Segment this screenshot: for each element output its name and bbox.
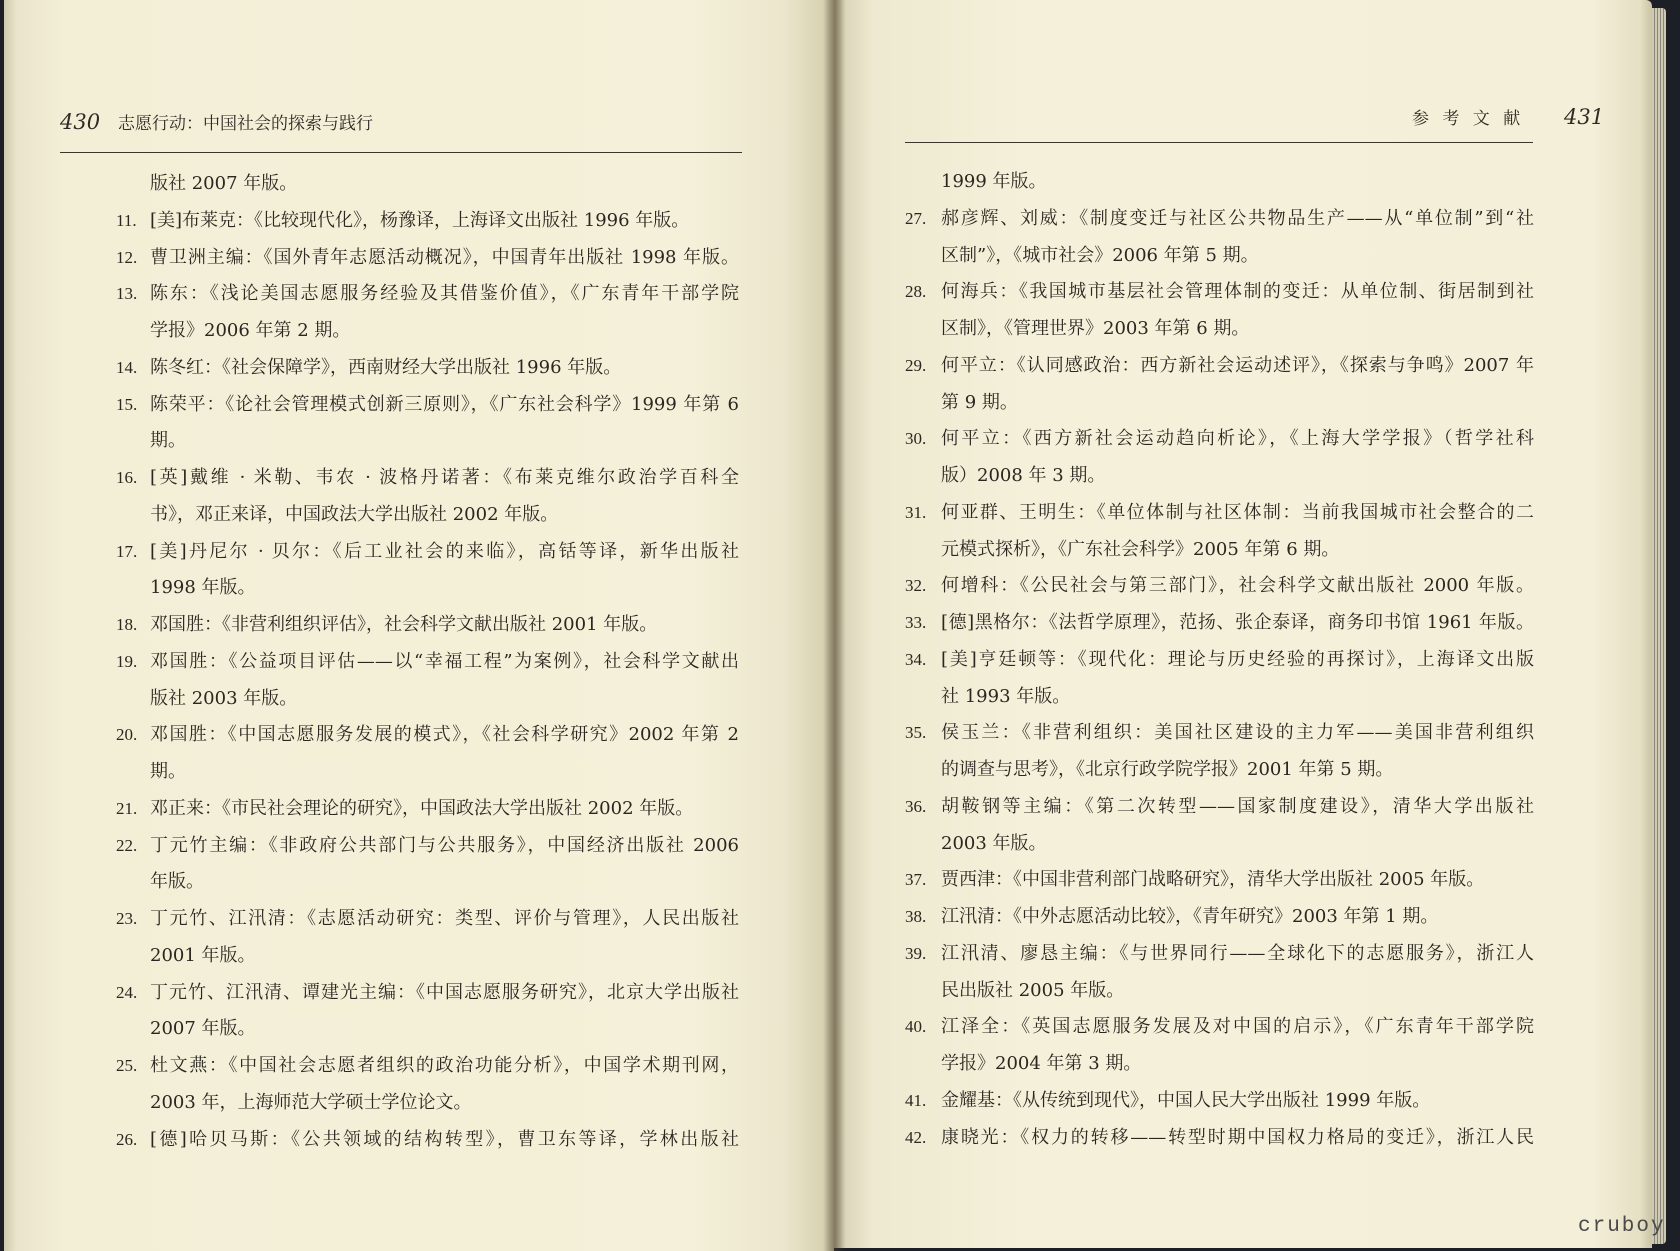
reference-entry xyxy=(116,717,739,791)
right-header-rule xyxy=(905,142,1533,143)
reference-entry xyxy=(116,607,739,644)
reference-line: 何平立：《西方新社会运动趋向析论》，《上海大学学报》（哲学社科 xyxy=(941,428,1534,450)
reference-line: 杜文燕：《中国社会志愿者组织的政治功能分析》，中国学术期刊网， xyxy=(150,1055,739,1076)
reference-line: 年版。 xyxy=(150,871,204,893)
reference-line: 2007 年版。 xyxy=(150,1018,256,1040)
reference-line: 陈冬红：《社会保障学》，西南财经大学出版社 1996 年版。 xyxy=(150,356,622,378)
continued-line: 版社 2007 年版。 xyxy=(150,173,298,194)
reference-line: 陈东：《浅论美国志愿服务经验及其借鉴价值》，《广东青年干部学院 xyxy=(150,283,739,305)
reference-line: 版）2008 年 3 期。 xyxy=(941,465,1106,486)
reference-entry xyxy=(905,1009,1534,1083)
reference-line: 区制”》，《城市社会》2006 年第 5 期。 xyxy=(941,244,1259,266)
reference-entry xyxy=(116,901,739,975)
reference-line: 学报》2006 年第 2 期。 xyxy=(150,320,351,341)
reference-number: 42. xyxy=(905,1127,927,1147)
page-edges xyxy=(1652,8,1666,1244)
reference-entry xyxy=(905,495,1534,569)
right-reference-list xyxy=(905,164,1534,1156)
reference-line: 江泽全：《英国志愿服务发展及对中国的启示》，《广东青年干部学院 xyxy=(941,1016,1534,1038)
reference-number: 11. xyxy=(116,210,137,230)
reference-line: 何平立：《认同感政治：西方新社会运动述评》，《探索与争鸣》2007 年 xyxy=(941,354,1534,376)
reference-line: 元模式探析》，《广东社会科学》2005 年第 6 期。 xyxy=(941,538,1340,560)
reference-line: 金耀基：《从传统到现代》，中国人民大学出版社 1999 年版。 xyxy=(941,1089,1431,1111)
reference-entry xyxy=(905,715,1534,789)
reference-entry xyxy=(905,568,1534,605)
reference-number: 24. xyxy=(116,982,138,1002)
reference-line: 江汛清：《中外志愿活动比较》，《青年研究》2003 年第 1 期。 xyxy=(941,906,1439,927)
reference-number: 12. xyxy=(116,247,138,267)
continued-line: 1999 年版。 xyxy=(941,171,1047,192)
reference-line: 邓国胜：《非营利组织评估》，社会科学文献出版社 2001 年版。 xyxy=(150,614,658,635)
reference-entry xyxy=(905,642,1534,716)
reference-number: 14. xyxy=(116,357,138,377)
reference-line: 胡鞍钢等主编：《第二次转型——国家制度建设》，清华大学出版社 xyxy=(941,795,1534,817)
reference-number: 38. xyxy=(905,907,927,926)
reference-number: 31. xyxy=(905,502,927,522)
reference-entry xyxy=(116,1122,739,1159)
reference-line: 期。 xyxy=(150,430,186,452)
reference-number: 20. xyxy=(116,725,138,745)
reference-number: 15. xyxy=(116,394,138,414)
reference-number: 17. xyxy=(116,541,138,561)
reference-entry xyxy=(905,936,1534,1010)
reference-entry xyxy=(905,1120,1534,1157)
reference-number: 36. xyxy=(905,796,927,816)
left-reference-list xyxy=(116,166,739,1158)
reference-number: 18. xyxy=(116,615,138,634)
reference-line: 江汛清、廖恳主编：《与世界同行——全球化下的志愿服务》，浙江人 xyxy=(941,942,1534,964)
reference-entry xyxy=(116,1048,739,1122)
reference-number: 27. xyxy=(905,208,927,228)
left-running-head: 志愿行动：中国社会的探索与践行 xyxy=(118,114,373,134)
reference-line: 郝彦辉、刘威：《制度变迁与社区公共物品生产——从“单位制”到“社 xyxy=(941,207,1534,229)
reference-line: [英]戴维 · 米勒、韦农 · 波格丹诺著：《布莱克维尔政治学百科全 xyxy=(150,467,739,488)
reference-line: 社 1993 年版。 xyxy=(941,685,1071,707)
reference-entry xyxy=(905,789,1534,863)
reference-line: 书》，邓正来译，中国政法大学出版社 2002 年版。 xyxy=(150,503,559,525)
reference-line: 期。 xyxy=(150,761,186,782)
left-header-rule xyxy=(60,152,742,153)
reference-line: 邓国胜：《公益项目评估——以“幸福工程”为案例》，社会科学文献出 xyxy=(150,650,739,672)
reference-entry xyxy=(905,1083,1534,1120)
reference-entry xyxy=(905,899,1534,936)
reference-line: 陈荣平：《论社会管理模式创新三原则》，《广东社会科学》1999 年第 6 xyxy=(150,393,739,415)
reference-line: [美]亨廷顿等：《现代化：理论与历史经验的再探讨》，上海译文出版 xyxy=(941,648,1534,670)
reference-number: 19. xyxy=(116,651,138,671)
reference-entry xyxy=(116,791,739,828)
reference-number: 21. xyxy=(116,798,138,818)
reference-line: 学报》2004 年第 3 期。 xyxy=(941,1053,1142,1074)
reference-number: 41. xyxy=(905,1090,927,1110)
reference-number: 28. xyxy=(905,282,927,302)
reference-number: 37. xyxy=(905,870,927,890)
book-gutter xyxy=(824,0,846,1251)
reference-number: 26. xyxy=(116,1129,138,1149)
reference-line: 2003 年，上海师范大学硕士学位论文。 xyxy=(150,1091,472,1113)
reference-line: 邓正来：《市民社会理论的研究》，中国政法大学出版社 2002 年版。 xyxy=(150,797,694,819)
right-running-head: 参 考 文 献 xyxy=(1412,109,1525,129)
reference-line: [德]黑格尔：《法哲学原理》，范扬、张企泰译，商务印书馆 1961 年版。 xyxy=(941,612,1534,633)
reference-line: 何增科：《公民社会与第三部门》，社会科学文献出版社 2000 年版。 xyxy=(941,575,1534,597)
reference-number: 23. xyxy=(116,909,138,928)
reference-entry xyxy=(116,240,739,277)
reference-entry xyxy=(116,644,739,718)
reference-entry xyxy=(905,862,1534,899)
reference-line: 丁元竹、江汛清、谭建光主编：《中国志愿服务研究》，北京大学出版社 xyxy=(150,981,739,1003)
reference-line: [德]哈贝马斯：《公共领域的结构转型》，曹卫东等译，学林出版社 xyxy=(150,1128,739,1150)
reference-entry xyxy=(905,201,1534,275)
left-page-number: 430 xyxy=(60,110,101,134)
reference-line: 民出版社 2005 年版。 xyxy=(941,979,1125,1001)
right-page-number: 431 xyxy=(1564,105,1605,129)
reference-line: 丁元竹、江汛清：《志愿活动研究：类型、评价与管理》，人民出版社 xyxy=(150,908,739,929)
reference-line: 邓国胜：《中国志愿服务发展的模式》，《社会科学研究》2002 年第 2 xyxy=(150,724,739,746)
reference-line: 侯玉兰：《非营利组织：美国社区建设的主力军——美国非营利组织 xyxy=(941,722,1534,744)
reference-number: 25. xyxy=(116,1056,138,1075)
reference-line: [美]丹尼尔 · 贝尔：《后工业社会的来临》，高铦等译，新华出版社 xyxy=(150,540,739,562)
reference-entry xyxy=(116,203,739,240)
reference-line: 的调查与思考》，《北京行政学院学报》2001 年第 5 期。 xyxy=(941,759,1394,780)
reference-entry xyxy=(116,975,739,1049)
reference-line: [美]布莱克：《比较现代化》，杨豫译，上海译文出版社 1996 年版。 xyxy=(150,209,690,231)
reference-line: 何亚群、王明生：《单位体制与社区体制：当前我国城市社会整合的二 xyxy=(941,501,1534,523)
reference-line: 2003 年版。 xyxy=(941,832,1047,854)
reference-line: 第 9 期。 xyxy=(941,391,1018,413)
watermark: cruboy xyxy=(1578,1215,1666,1238)
reference-entry xyxy=(116,534,739,608)
reference-number: 33. xyxy=(905,613,927,632)
reference-entry xyxy=(116,387,739,461)
reference-entry xyxy=(905,421,1534,495)
reference-number: 30. xyxy=(905,429,927,449)
reference-number: 34. xyxy=(905,649,927,669)
reference-number: 35. xyxy=(905,723,927,743)
reference-line: 版社 2003 年版。 xyxy=(150,687,298,709)
reference-entry xyxy=(905,605,1534,642)
reference-entry xyxy=(116,828,739,902)
reference-line: 康晓光：《权力的转移——转型时期中国权力格局的变迁》，浙江人民 xyxy=(941,1126,1534,1148)
reference-line: 何海兵：《我国城市基层社会管理体制的变迁：从单位制、街居制到社 xyxy=(941,281,1534,303)
reference-number: 40. xyxy=(905,1017,927,1037)
reference-number: 16. xyxy=(116,468,138,487)
reference-number: 22. xyxy=(116,835,138,855)
reference-line: 区制》，《管理世界》2003 年第 6 期。 xyxy=(941,318,1250,339)
reference-entry xyxy=(905,274,1534,348)
reference-line: 曹卫洲主编：《国外青年志愿活动概况》，中国青年出版社 1998 年版。 xyxy=(150,246,739,268)
reference-line: 贾西津：《中国非营利部门战略研究》，清华大学出版社 2005 年版。 xyxy=(941,869,1485,891)
reference-line: 1998 年版。 xyxy=(150,577,256,599)
reference-entry xyxy=(116,460,739,534)
reference-number: 13. xyxy=(116,284,138,304)
reference-number: 29. xyxy=(905,355,927,375)
reference-line: 丁元竹主编：《非政府公共部门与公共服务》，中国经济出版社 2006 xyxy=(150,834,739,856)
reference-number: 32. xyxy=(905,576,927,596)
reference-entry xyxy=(905,348,1534,422)
reference-line: 2001 年版。 xyxy=(150,944,256,966)
reference-entry xyxy=(116,350,739,387)
reference-number: 39. xyxy=(905,943,927,963)
reference-entry xyxy=(116,276,739,350)
